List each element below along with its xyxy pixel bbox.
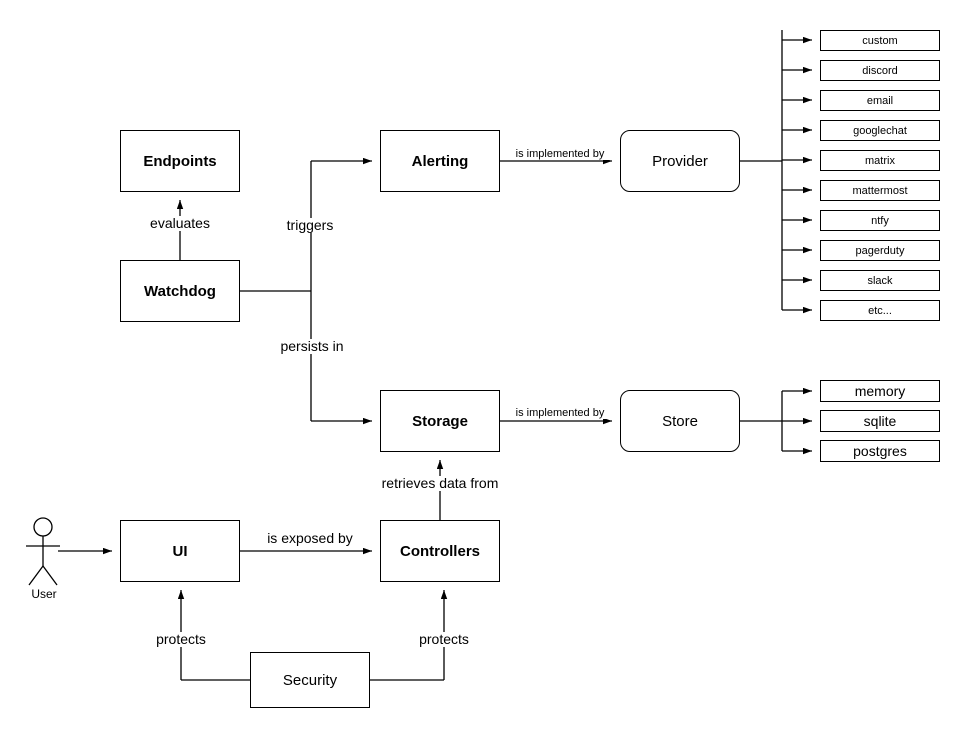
node-provider-mattermost[interactable] xyxy=(820,180,940,201)
node-provider-email[interactable] xyxy=(820,90,940,111)
user-actor-label: User xyxy=(31,587,57,601)
node-provider[interactable] xyxy=(620,130,740,192)
node-security-label: Security xyxy=(282,671,338,689)
node-provider-googlechat-label: googlechat xyxy=(853,124,907,137)
node-watchdog[interactable] xyxy=(120,260,240,322)
node-store-postgres-label: postgres xyxy=(853,443,907,459)
node-storage-label: Storage xyxy=(412,412,468,430)
node-alerting-label: Alerting xyxy=(411,152,469,170)
node-provider-ntfy-label: ntfy xyxy=(871,214,889,227)
edge-label-evaluates: evaluates xyxy=(130,216,230,231)
node-watchdog-label: Watchdog xyxy=(144,282,216,300)
node-provider-pagerduty[interactable] xyxy=(820,240,940,261)
edge-label-retrieves-data-from: retrieves data from xyxy=(355,476,525,491)
node-store-memory[interactable] xyxy=(820,380,940,402)
user-actor-icon xyxy=(26,518,60,585)
node-provider-email-label: email xyxy=(866,94,894,107)
edge-label-alerting-is-implemented-by: is implemented by xyxy=(502,148,618,160)
node-endpoints-label: Endpoints xyxy=(143,152,217,170)
node-provider-slack[interactable] xyxy=(820,270,940,291)
node-provider-pagerduty-label: pagerduty xyxy=(855,244,905,257)
node-controllers[interactable] xyxy=(380,520,500,582)
node-storage[interactable] xyxy=(380,390,500,452)
node-provider-slack-label: slack xyxy=(867,274,893,287)
node-controllers-label: Controllers xyxy=(399,542,480,560)
edge-label-is-exposed-by: is exposed by xyxy=(248,531,372,546)
node-ui-label: UI xyxy=(172,542,188,560)
node-store-memory-label: memory xyxy=(854,383,906,399)
node-store-label: Store xyxy=(662,412,698,430)
edge-label-persists-in: persists in xyxy=(254,339,370,354)
edge-label-protects-ui: protects xyxy=(136,632,226,647)
node-endpoints[interactable] xyxy=(120,130,240,192)
node-provider-matrix-label: matrix xyxy=(865,154,895,167)
node-provider-etc[interactable] xyxy=(820,300,940,321)
node-provider-matrix[interactable] xyxy=(820,150,940,171)
node-provider-discord[interactable] xyxy=(820,60,940,81)
node-provider-discord-label: discord xyxy=(862,64,898,77)
node-provider-label: Provider xyxy=(652,152,708,170)
node-provider-ntfy[interactable] xyxy=(820,210,940,231)
node-provider-custom-label: custom xyxy=(862,34,898,47)
node-alerting[interactable] xyxy=(380,130,500,192)
node-store-postgres[interactable] xyxy=(820,440,940,462)
edge-label-protects-controllers: protects xyxy=(399,632,489,647)
node-provider-googlechat[interactable] xyxy=(820,120,940,141)
node-security[interactable] xyxy=(250,652,370,708)
node-store-sqlite-label: sqlite xyxy=(863,413,897,429)
node-provider-etc-label: etc... xyxy=(868,304,892,317)
edge-label-triggers: triggers xyxy=(262,218,358,233)
node-ui[interactable] xyxy=(120,520,240,582)
node-store[interactable] xyxy=(620,390,740,452)
node-store-sqlite[interactable] xyxy=(820,410,940,432)
edge-label-storage-is-implemented-by: is implemented by xyxy=(502,407,618,419)
node-provider-custom[interactable] xyxy=(820,30,940,51)
node-provider-mattermost-label: mattermost xyxy=(852,184,908,197)
